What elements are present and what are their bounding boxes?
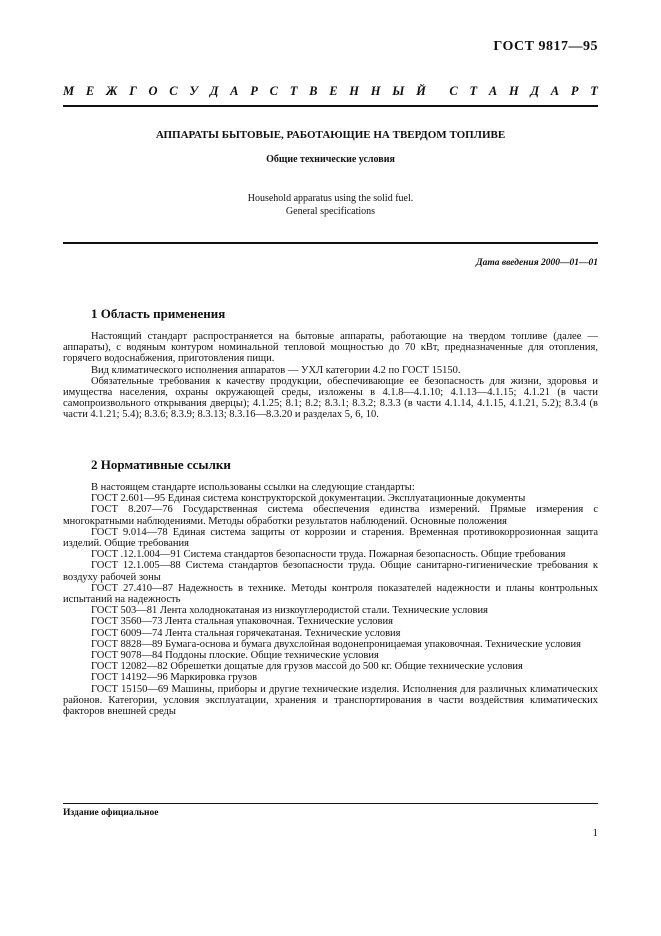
banner-letter: А: [230, 84, 239, 98]
english-title: [63, 192, 598, 218]
banner-letter: У: [189, 84, 199, 98]
reference-item: ГОСТ 27.410—87 Надежность в технике. Методы контроля показателей надежности и планы контрольных испытаний на надежность: [63, 582, 598, 606]
banner-letter: Р: [570, 84, 579, 98]
interstate-standard-banner: [63, 84, 598, 99]
banner-letter: Й: [416, 84, 426, 98]
banner-letter: Н: [349, 84, 360, 98]
banner-letter: А: [550, 84, 560, 98]
banner-letter: С: [269, 84, 278, 98]
banner-letter: М: [63, 84, 75, 98]
reference-item: ГОСТ 503—81 Лента холоднокатаная из низкоуглеродистой стали. Технические условия: [91, 605, 488, 617]
banner-letter: В: [309, 84, 318, 98]
banner-letter: Д: [209, 84, 219, 98]
document-title: АППАРАТЫ БЫТОВЫЕ, РАБОТАЮЩИЕ НА ТВЕРДОМ ТОПЛИВЕ: [155, 129, 506, 141]
reference-item: ГОСТ .12.1.004—91 Система стандартов безопасности труда. Пожарная безопасность. Общие требования: [91, 549, 566, 561]
reference-item: ГОСТ 12.1.005—88 Система стандартов безопасности труда. Общие санитарно-гигиенические требования к воздуху рабочей зоны: [63, 560, 598, 583]
reference-item: ГОСТ 8828—89 Бумага-основа и бумага двухслойная водонепроницаемая упаковочная. Технические условия: [91, 638, 581, 650]
reference-item: ГОСТ 8.207—76 Государственная система обеспечения единства измерений. Прямые измерения с многократными наблюдениями. Методы обработки результатов наблюдений. Основные положения: [63, 504, 598, 527]
reference-item: ГОСТ 14192—96 Маркировка грузов: [91, 672, 258, 684]
english-title-line: Household apparatus using the solid fuel.: [247, 193, 414, 204]
banner-letter: А: [488, 84, 498, 98]
banner-letter: С: [169, 84, 178, 98]
section-scope: [63, 306, 598, 421]
banner-letter: Т: [590, 84, 598, 98]
reference-item: ГОСТ 9.014—78 Единая система защиты от коррозии и старения. Временная противокоррозионная защита изделий. Общие требования: [63, 526, 598, 550]
banner-letter: Е: [85, 84, 95, 98]
paragraph: В настоящем стандарте использованы ссылки на следующие стандарты:: [91, 482, 415, 493]
footer-rule: [63, 803, 598, 804]
reference-item: ГОСТ 9078—84 Поддоны плоские. Общие технические условия: [91, 650, 379, 662]
banner-letter: Н: [370, 84, 381, 98]
banner-letter: Д: [530, 84, 539, 98]
banner-letter: Г: [129, 84, 137, 98]
banner-letter: Т: [469, 84, 478, 98]
banner-letter: Н: [508, 84, 519, 98]
reference-item: ГОСТ 12082—82 Обрешетки дощатые для грузов массой до 500 кг. Общие технические условия: [91, 661, 523, 673]
banner-letter: Е: [329, 84, 338, 98]
section-heading: 1 Область применения: [91, 306, 226, 321]
paragraph: Настоящий стандарт распространяется на бытовые аппараты, работающие на твердом топливе (далее — аппараты), с водяным контуром номинальной тепловой мощностью до 70 кВт, предназначенные для отопления, горячего водоснабжения, приготовления пищи.: [63, 331, 598, 365]
reference-item: ГОСТ 3560—73 Лента стальная упаковочная. Технические условия: [91, 616, 393, 628]
banner-letter: О: [148, 84, 158, 98]
page-number: 1: [592, 827, 598, 839]
section-normative-references: [63, 457, 598, 717]
official-edition-note: Издание официальное: [63, 808, 159, 818]
reference-item: ГОСТ 15150—69 Машины, приборы и другие технические изделия. Исполнения для различных климатических районов. Категории, условия эксплуатации, хранения и транспортирования в части воздействия климатических факторов внешней среды: [63, 683, 598, 718]
paragraph: Вид климатического исполнения аппаратов — УХЛ категории 4.2 по ГОСТ 15150.: [91, 364, 461, 376]
banner-letter: Р: [250, 84, 258, 98]
english-title-line: General specifications: [285, 206, 376, 217]
paragraph: Обязательные требования к качеству продукции, обеспечивающие ее безопасность для жизни, здоровья и имущества населения, охраны окружающей среды, изложены в 4.1.8—4.1.10; 4.1.13—4.1.15; 4.1.21 (в части самопроизвольного открывания дверцы); 4.1.25; 8.1; 8.2; 8.3.1; 8.3.2; 8.3.3 (в части 4.1.14, 4.1.15, 4.1.21, 5.2); 8.3.4 (в части 4.1.21; 5.4); 8.3.6; 8.3.9; 8.3.13; 8.3.16—8.3.20 и разделах 5, 6, 10.: [63, 375, 598, 421]
banner-letter: Т: [289, 84, 298, 98]
banner-letter: Ы: [392, 84, 405, 98]
banner-letter: Ж: [105, 84, 118, 98]
introduction-date: Дата введения 2000—01—01: [476, 258, 598, 268]
document-code: ГОСТ 9817—95: [493, 39, 598, 54]
section-heading: 2 Нормативные ссылки: [91, 457, 231, 472]
reference-item: ГОСТ 6009—74 Лента стальная горячекатаная. Технические условия: [91, 627, 401, 639]
reference-item: ГОСТ 2.601—95 Единая система конструкторской документации. Эксплуатационные документы: [91, 493, 526, 505]
header-rule: [63, 105, 598, 107]
banner-letter: С: [449, 84, 458, 98]
title-rule: [63, 242, 598, 244]
document-subtitle: Общие технические условия: [266, 154, 395, 165]
